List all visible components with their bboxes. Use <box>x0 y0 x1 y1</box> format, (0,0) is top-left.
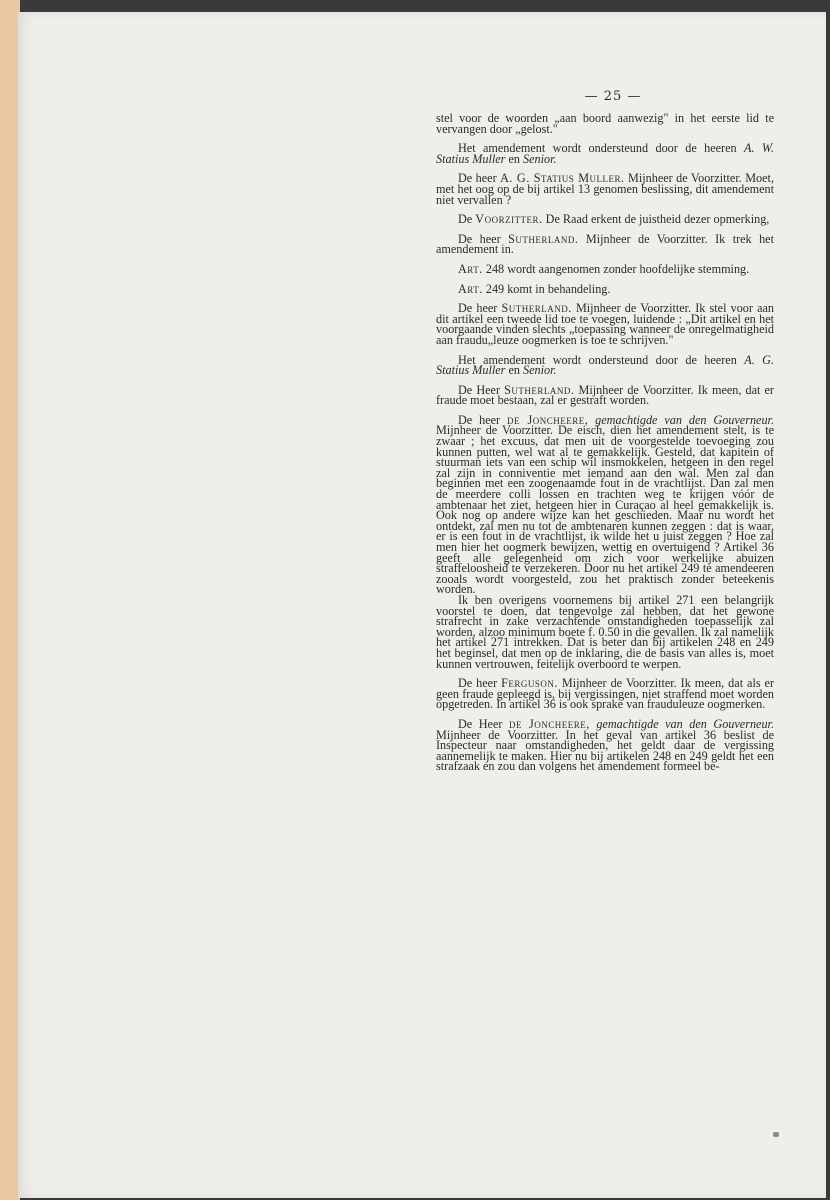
paragraph-text: 248 wordt aangenomen zonder hoofdelijke stemming. <box>482 261 750 276</box>
paragraph-text: Mijnheer de Voorzitter. In het geval van artikel 36 beslist de Inspecteur naar omstandigheden, het geldt daar de vergissing aannemelijk te maken. Hier nu bij artikelen 248 en 249 geldt het een strafzaak en zou dan volgens het amendement formeel be- <box>436 727 774 774</box>
paragraph <box>436 678 774 710</box>
page-number: — 25 — <box>584 89 642 104</box>
paragraph-lead: Het amendement wordt ondersteund door de heeren <box>458 141 745 156</box>
paragraph-lead: De heer <box>458 412 508 427</box>
speaker-names-2: Senior. <box>523 151 557 166</box>
paragraph-text: Mijnheer de Voorzitter. Ik meen, dat als er geen fraude gepleegd is, bij vergissingen, niet straffend moet worden opgetreden. In artikel 36 is ook sprake van frauduleuze oogmerken. <box>436 676 775 712</box>
paragraph-text: 249 komt in behandeling. <box>482 281 611 296</box>
speaker-name: Sutherland. <box>501 301 572 316</box>
speaker-name: Sutherland. <box>508 231 579 246</box>
speaker-name: Voorzitter. <box>475 212 543 227</box>
text-column <box>436 113 774 781</box>
paragraph-lead: De heer <box>458 301 502 316</box>
speaker-names: A. W. Statius Muller <box>436 141 774 166</box>
speaker-role: gemachtigde van den Gouverneur. <box>588 412 774 427</box>
paragraph-text: Mijnheer de Voorzitter. De eisch, dien het amendement stelt, is te zwaar ; het excuus, dat men uit de voorgestelde toevoeging zou kunnen putten, wel wat al te gemakkelijk. Gesteld, dat kapitein of stuurman iets van een schip wil insmokkelen, hetgeen in den regel zal zijn in conniventie met iemand aan den wal. Men zal dan beginnen met een zoogenaamde fout in de vrachtlijst. Dan zal men de meerdere colli lossen en trachten weg te krijgen vóór de ambtenaar het ziet, hetgeen hier in Curaçao al heel gemakkelijk is. Ook nog op andere wijze kan het geschieden. Maar nu wordt het ontdekt, zal men nu tot de ambtenaren kunnen zeggen : dat is waar, er is een fout in de vrachtlijst, ik wilde het u juist zeggen ? Hoe zal men hier het oogmerk bewijzen, wettig en overtuigend ? Artikel 36 geeft alle gelegenheid om zich voor werkelijke abuizen straffeloosheid te verzekeren. Door nu het artikel 249 te amendeeren zooals wordt voorgesteld, zou het praktisch zonder beteekenis worden. <box>436 423 774 597</box>
paragraph-lead: De heer <box>458 231 509 246</box>
paragraph <box>436 716 774 774</box>
speaker-role: gemachtigde van den Gouverneur. <box>589 716 774 731</box>
paragraph-lead: De Heer <box>458 382 505 397</box>
speaker-name: de Joncheere, <box>507 412 589 427</box>
paragraph <box>436 303 774 345</box>
paragraph <box>436 173 774 205</box>
speaker-name: A. G. Statius Muller. <box>500 171 625 186</box>
paragraph-lead: De heer <box>458 676 502 691</box>
paragraph-text: stel voor de woorden „aan boord aanwezig" in het eerste lid te vervangen door „gelost." <box>436 111 774 136</box>
paragraph-text: De Raad erkent de juistheid dezer opmerking, <box>542 212 770 227</box>
paragraph <box>436 382 774 408</box>
paragraph <box>436 231 774 257</box>
paragraph-lead: De heer <box>458 171 501 186</box>
paragraph-text: Mijnheer de Voorzitter. Ik trek het amendement in. <box>436 231 774 257</box>
paragraph-text: Mijnheer de Voorzitter. Ik meen, dat er fraude moet bestaan, zal er gestraft worden. <box>436 382 774 408</box>
paragraph <box>436 261 774 276</box>
paragraph <box>436 352 774 378</box>
paragraph <box>436 143 774 164</box>
article-label: Art. <box>458 281 483 296</box>
paragraph-lead: De <box>458 212 476 227</box>
paragraph-lead: De Heer <box>458 716 509 731</box>
speaker-name: Sutherland. <box>504 382 575 397</box>
speaker-name: de Joncheere, <box>508 716 590 731</box>
paragraph <box>436 592 774 671</box>
page-edge-left <box>0 0 20 1200</box>
document-page <box>18 12 826 1198</box>
speaker-names: A. G. Statius Muller <box>436 352 774 378</box>
paragraph-mid: en <box>505 363 524 378</box>
ink-speck <box>773 1132 779 1137</box>
article-label: Art. <box>458 261 483 276</box>
paragraph <box>436 214 774 225</box>
speaker-names-2: Senior. <box>523 363 557 378</box>
paragraph <box>436 281 774 296</box>
paragraph <box>436 113 774 134</box>
paragraph-text: Mijnheer de Voorzitter. Moet, met het oog op de bij artikel 13 genomen beslissing, dit amendement niet vervallen ? <box>436 171 774 207</box>
paragraph <box>436 412 774 597</box>
paragraph-text: Mijnheer de Voorzitter. Ik stel voor aan dit artikel een tweede lid toe te voegen, luidende : „Dit artikel en het voorgaande vinden slechts „toepassing wanneer de onregelmatigheid aan fraudu„leuze oogmerken is toe te schrijven." <box>436 301 775 347</box>
speaker-name: Ferguson. <box>501 676 558 691</box>
paragraph-text: Ik ben overigens voornemens bij artikel 271 een belangrijk voorstel te doen, dat tengevolge zal hebben, dat het gewone strafrecht in zake verzachtende omstandigheden toepasselijk zal worden, alzoo minimum boete f. 0.50 in die gevallen. Ik zal namelijk het artikel 271 intrekken. Dat is beter dan bij artikelen 248 en 249 het beginsel, dat men op de inklaring, die de basis van alles is, moet kunnen vertrouwen, feitelijk overboord te werpen. <box>436 592 774 671</box>
paragraph-mid: en <box>505 151 524 166</box>
paragraph-lead: Het amendement wordt ondersteund door de heeren <box>458 352 745 367</box>
